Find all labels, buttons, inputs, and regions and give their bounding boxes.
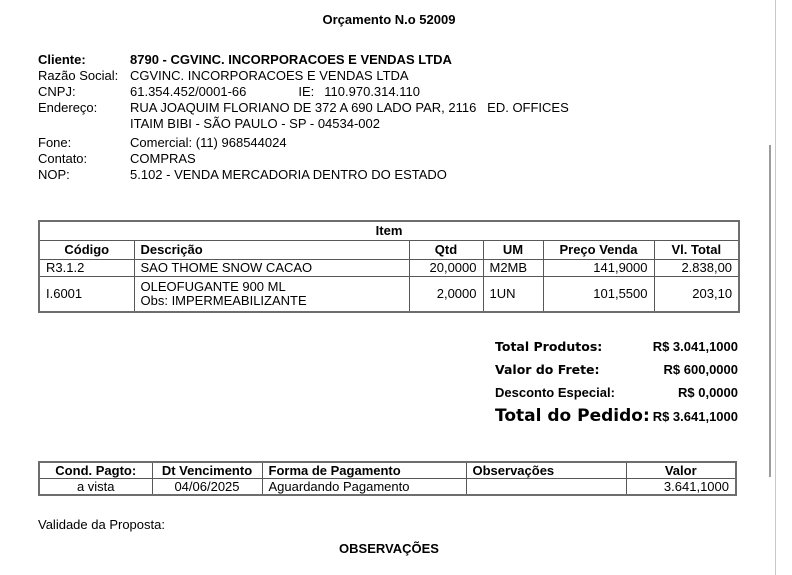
fone-value: Comercial: (11) 968544024: [130, 135, 287, 150]
cell-observacoes: [466, 479, 626, 496]
cliente-label: Cliente:: [38, 52, 86, 67]
col-header-qtd: Qtd: [409, 241, 483, 260]
col-header-valor: Valor: [626, 462, 736, 479]
descricao-line1: OLEOFUGANTE 900 ML: [140, 279, 286, 294]
cell-cond-pagto: a vista: [39, 479, 152, 496]
payment-table-header-row: [39, 462, 736, 479]
cell-forma-pagamento: Aguardando Pagamento: [262, 479, 466, 496]
info-row-endereco-2: [38, 116, 738, 132]
payment-table: [38, 461, 735, 496]
cell-vl-total: 2.838,00: [654, 260, 739, 277]
validade-proposta-label: Validade da Proposta:: [38, 517, 165, 532]
item-row: [39, 277, 739, 313]
col-header-descricao: Descrição: [134, 241, 409, 260]
info-row-fone: [38, 135, 738, 151]
item-table: [38, 220, 738, 313]
scrollbar-thumb[interactable]: [769, 145, 771, 477]
valor-frete-label: Valor do Frete:: [495, 362, 600, 377]
cell-codigo: I.6001: [39, 277, 134, 313]
item-table-header-row: [39, 241, 739, 260]
col-header-observacoes: Observações: [466, 462, 626, 479]
info-row-cnpj: [38, 84, 738, 100]
cell-preco-venda: 141,9000: [543, 260, 654, 277]
cell-um: 1UN: [483, 277, 543, 313]
endereco-label: Endereço:: [38, 100, 98, 115]
col-header-preco-venda: Preço Venda: [543, 241, 654, 260]
cell-vl-total: 203,10: [654, 277, 739, 313]
total-pedido-value: R$ 3.641,1000: [652, 409, 738, 424]
cell-qtd: 2,0000: [409, 277, 483, 313]
cell-valor: 3.641,1000: [626, 479, 736, 496]
fone-label: Fone:: [38, 135, 72, 150]
cell-qtd: 20,0000: [409, 260, 483, 277]
item-table-title: Item: [39, 221, 739, 241]
col-header-dt-vencimento: Dt Vencimento: [152, 462, 262, 479]
cnpj-value: 61.354.452/0001-66: [130, 84, 247, 99]
total-produtos-value: R$ 3.041,1000: [652, 339, 738, 354]
payment-row: [39, 479, 736, 496]
col-header-codigo: Código: [39, 241, 134, 260]
ie-value: 110.970.314.110: [324, 84, 420, 99]
total-pedido-row: [495, 408, 738, 425]
cell-um: M2MB: [483, 260, 543, 277]
total-produtos-label: Total Produtos:: [495, 339, 603, 354]
scrollbar-track[interactable]: [775, 0, 776, 575]
nop-value: 5.102 - VENDA MERCADORIA DENTRO DO ESTADO: [130, 167, 447, 182]
col-header-vl-total: Vl. Total: [654, 241, 739, 260]
contato-value: COMPRAS: [130, 151, 196, 166]
endereco-value-line2: ITAIM BIBI - SÃO PAULO - SP - 04534-002: [130, 116, 380, 131]
razao-social-value: CGVINC. INCORPORACOES E VENDAS LTDA: [130, 68, 409, 83]
cell-codigo: R3.1.2: [39, 260, 134, 277]
cell-descricao: [134, 277, 409, 313]
valor-frete-value: R$ 600,0000: [663, 362, 738, 377]
observacoes-title: OBSERVAÇÕES: [339, 541, 439, 556]
info-row-cliente: [38, 52, 738, 68]
cell-dt-vencimento: 04/06/2025: [152, 479, 262, 496]
col-header-um: UM: [483, 241, 543, 260]
col-header-forma-pagamento: Forma de Pagamento: [262, 462, 466, 479]
ie-label: IE:: [298, 84, 315, 99]
contato-label: Contato:: [38, 151, 88, 166]
endereco-value-line1: RUA JOAQUIM FLORIANO DE 372 A 690 LADO PAR, 2116 ED. OFFICES: [130, 100, 569, 115]
desconto-especial-label: Desconto Especial:: [495, 385, 615, 400]
page-title: Orçamento N.o 52009: [322, 12, 456, 27]
item-row: [39, 260, 739, 277]
info-row-nop: [38, 167, 738, 183]
info-row-endereco: [38, 100, 738, 116]
info-row-contato: [38, 151, 738, 167]
descricao-line2: Obs: IMPERMEABILIZANTE: [140, 293, 307, 308]
total-pedido-label: Total do Pedido:: [495, 406, 650, 426]
desconto-especial-row: [495, 385, 738, 401]
cell-preco-venda: 101,5500: [543, 277, 654, 313]
cell-descricao: SAO THOME SNOW CACAO: [134, 260, 409, 277]
cnpj-label: CNPJ:: [38, 84, 76, 99]
col-header-cond-pagto: Cond. Pagto:: [39, 462, 152, 479]
desconto-especial-value: R$ 0,0000: [678, 385, 738, 400]
totals-summary: [495, 339, 738, 432]
cliente-value: 8790 - CGVINC. INCORPORACOES E VENDAS LTDA: [130, 52, 452, 67]
info-row-razao-social: [38, 68, 738, 84]
total-produtos-row: [495, 339, 738, 355]
valor-frete-row: [495, 362, 738, 378]
client-info: [38, 52, 738, 183]
nop-label: NOP:: [38, 167, 70, 182]
razao-social-label: Razão Social:: [38, 68, 119, 83]
